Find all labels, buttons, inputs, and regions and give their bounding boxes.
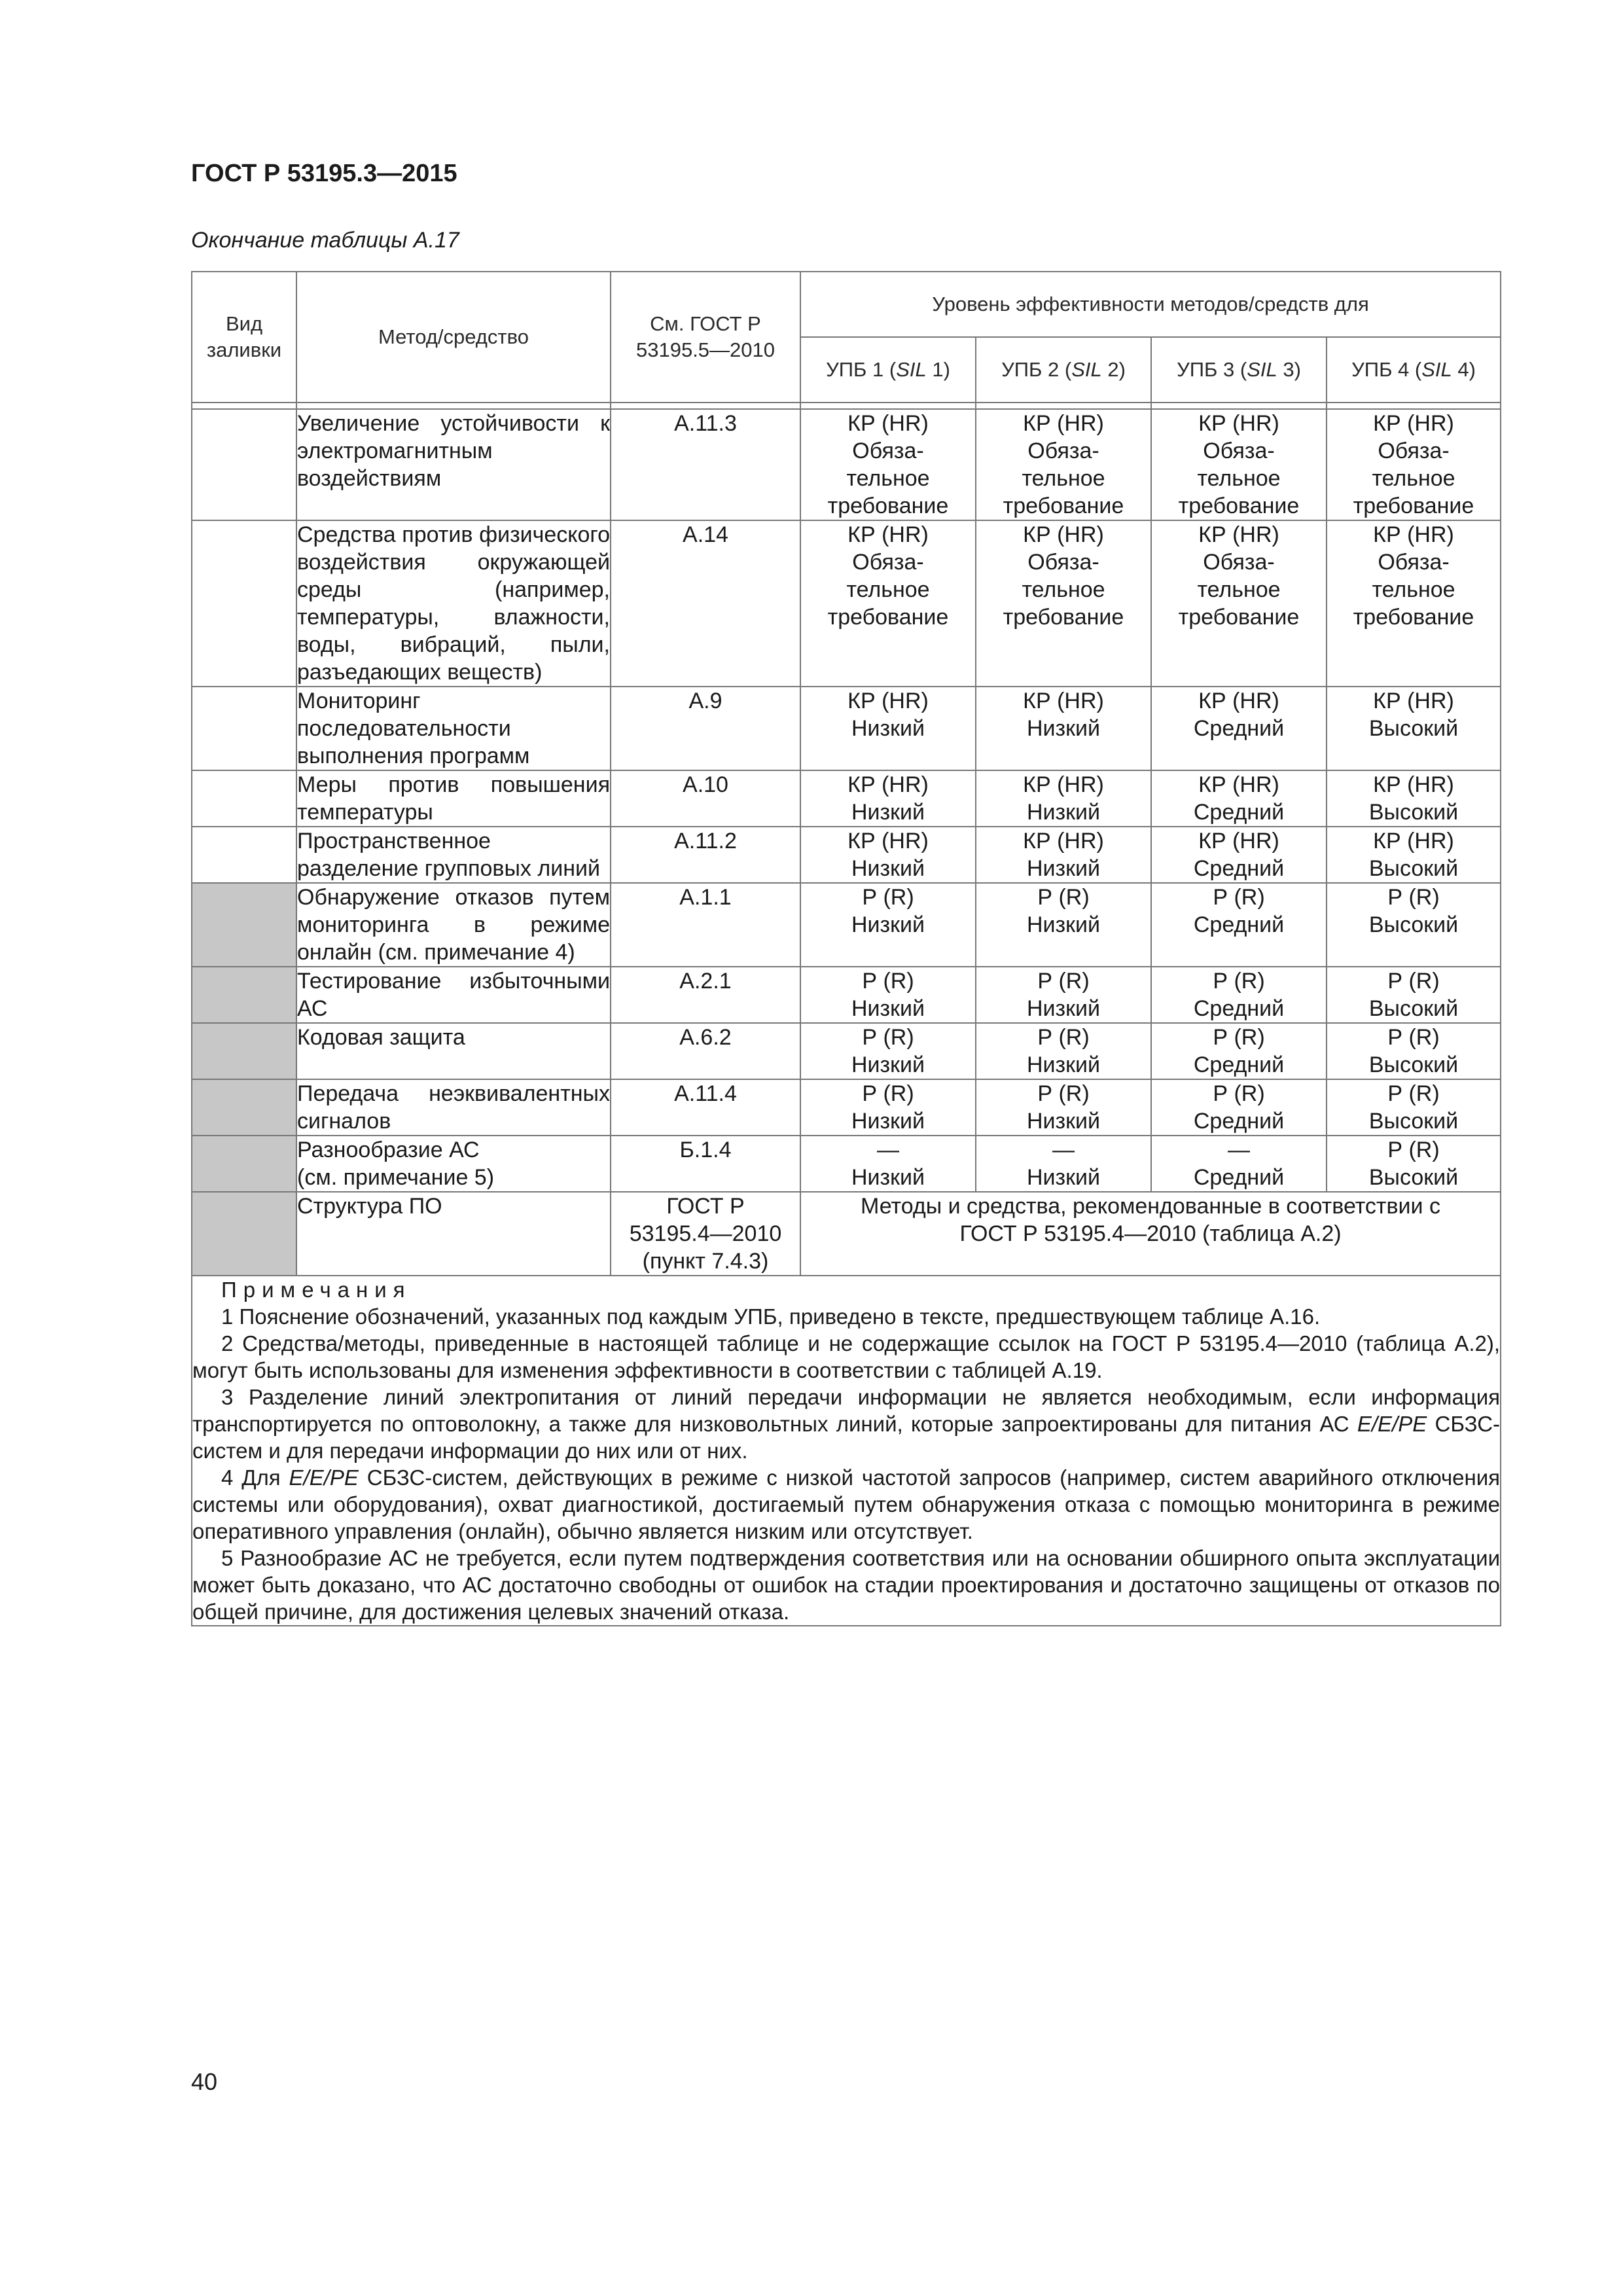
level-cell: Р (R) Низкий	[800, 967, 976, 1023]
level-cell: КР (HR) Высокий	[1327, 770, 1501, 827]
table-row	[192, 520, 1501, 687]
level-cell: КР (HR) Средний	[1151, 827, 1327, 883]
table-caption: Окончание таблицы А.17	[191, 228, 459, 253]
method-cell: Разнообразие АС (см. примечание 5)	[296, 1136, 611, 1192]
level-cell: КР (HR) Обяза- тельное требование	[976, 409, 1151, 520]
header-separator	[192, 403, 1501, 409]
header-level-3: УПБ 3 (SIL 3)	[1151, 337, 1327, 403]
note-item: 5 Разнообразие АС не требуется, если путем подтверждения соответствия или на основании обширного опыта эксплуатации может быть доказано, что АС достаточно свободны от ошибок на стадии проектирования и достаточно защищены от отказов по общей причине, для достижения целевых значений отказа.	[192, 1546, 1501, 1624]
note-item: 1 Пояснение обозначений, указанных под каждым УПБ, приведено в тексте, предшествующем таблице А.16.	[221, 1304, 1321, 1329]
level-cell: Р (R) Низкий	[800, 1023, 976, 1079]
level-cell: КР (HR) Обяза- тельное требование	[1327, 409, 1501, 520]
level-cell: КР (HR) Низкий	[976, 770, 1151, 827]
note-item: 3 Разделение линий электропитания от линий передачи информации не является необходимым, если информация транспортируется по оптоволокну, а также для низковольтных линий, которые запроектированы для питания АС E/E/PE СБЗС-систем и для передачи информации до них или от них.	[192, 1385, 1501, 1463]
ref-cell: А.11.4	[611, 1079, 800, 1136]
fill-kind-cell-shaded	[192, 1023, 296, 1079]
level-cell: КР (HR) Низкий	[800, 827, 976, 883]
level-cell: Р (R) Высокий	[1327, 967, 1501, 1023]
document-code: ГОСТ Р 53195.3—2015	[191, 160, 457, 187]
notes-title: Примечания	[221, 1278, 412, 1302]
table-row	[192, 1079, 1501, 1136]
page-number: 40	[191, 2068, 218, 2095]
ref-cell: ГОСТ Р 53195.4—2010 (пункт 7.4.3)	[611, 1192, 800, 1276]
method-cell: Обнаружение отказов путем мониторинга в режиме онлайн (см. примечание 4)	[296, 883, 611, 967]
level-cell: КР (HR) Низкий	[800, 770, 976, 827]
ref-cell: А.14	[611, 520, 800, 687]
fill-kind-cell-shaded	[192, 1192, 296, 1276]
method-cell: Мониторинг последовательности выполнения программ	[296, 687, 611, 770]
table-row	[192, 409, 1501, 520]
level-cell: КР (HR) Низкий	[800, 687, 976, 770]
level-cell: КР (HR) Обяза- тельное требование	[976, 520, 1151, 687]
level-cell: Р (R) Низкий	[800, 1079, 976, 1136]
level-cell: Р (R) Низкий	[976, 1079, 1151, 1136]
level-cell: КР (HR) Низкий	[976, 687, 1151, 770]
table-row-structure	[192, 1192, 1501, 1276]
method-cell: Меры против повышения температуры	[296, 770, 611, 827]
header-method: Метод/средство	[296, 272, 611, 403]
ref-cell: Б.1.4	[611, 1136, 800, 1192]
level-cell: — Низкий	[976, 1136, 1151, 1192]
fill-kind-cell	[192, 827, 296, 883]
notes-row	[192, 1276, 1501, 1626]
method-cell: Кодовая защита	[296, 1023, 611, 1079]
ref-cell: А.10	[611, 770, 800, 827]
table-row	[192, 967, 1501, 1023]
ref-cell: А.11.3	[611, 409, 800, 520]
level-cell: Р (R) Низкий	[800, 883, 976, 967]
header-ref: См. ГОСТ Р 53195.5—2010	[611, 272, 800, 403]
level-cell: КР (HR) Обяза- тельное требование	[1151, 520, 1327, 687]
header-level-2: УПБ 2 (SIL 2)	[976, 337, 1151, 403]
level-cell: Р (R) Высокий	[1327, 1136, 1501, 1192]
ref-cell: А.11.2	[611, 827, 800, 883]
level-cell: Р (R) Низкий	[976, 1023, 1151, 1079]
method-cell: Пространственное разделение групповых линий	[296, 827, 611, 883]
ref-cell: А.2.1	[611, 967, 800, 1023]
level-cell: КР (HR) Высокий	[1327, 827, 1501, 883]
level-cell: КР (HR) Обяза- тельное требование	[800, 520, 976, 687]
level-cell: Р (R) Низкий	[976, 967, 1151, 1023]
level-cell: Р (R) Средний	[1151, 1079, 1327, 1136]
level-cell: Р (R) Высокий	[1327, 1079, 1501, 1136]
method-cell: Средства против физического воздействия окружающей среды (например, температуры, влажности, воды, вибраций, пыли, разъедающих веществ)	[296, 520, 611, 687]
level-cell: Р (R) Высокий	[1327, 1023, 1501, 1079]
fill-kind-cell-shaded	[192, 1079, 296, 1136]
ref-cell: А.6.2	[611, 1023, 800, 1079]
fill-kind-cell-shaded	[192, 1136, 296, 1192]
methods-table	[191, 271, 1501, 1626]
header-levels-group: Уровень эффективности методов/средств для	[800, 272, 1501, 337]
header-level-4: УПБ 4 (SIL 4)	[1327, 337, 1501, 403]
level-cell: — Средний	[1151, 1136, 1327, 1192]
table-row	[192, 770, 1501, 827]
note-item: 2 Средства/методы, приведенные в настоящей таблице и не содержащие ссылок на ГОСТ Р 53195.4—2010 (таблица А.2), могут быть использованы для изменения эффективности в соответствии с таблицей А.19.	[192, 1331, 1501, 1382]
table-row	[192, 1023, 1501, 1079]
fill-kind-cell	[192, 770, 296, 827]
notes-cell	[192, 1276, 1501, 1626]
method-cell: Увеличение устойчивости к электромагнитным воздействиям	[296, 409, 611, 520]
level-cell: Р (R) Средний	[1151, 1023, 1327, 1079]
method-cell: Тестирование избыточными АС	[296, 967, 611, 1023]
table-row	[192, 1136, 1501, 1192]
level-cell: КР (HR) Обяза- тельное требование	[1327, 520, 1501, 687]
fill-kind-cell	[192, 520, 296, 687]
table-row	[192, 883, 1501, 967]
header-kind: Вид заливки	[192, 272, 296, 403]
fill-kind-cell-shaded	[192, 967, 296, 1023]
ref-cell: А.9	[611, 687, 800, 770]
ref-cell: А.1.1	[611, 883, 800, 967]
level-cell: КР (HR) Средний	[1151, 687, 1327, 770]
note-item: 4 Для E/E/PE СБЗС-систем, действующих в режиме с низкой частотой запросов (например, систем аварийного отключения системы или оборудования), охват диагностикой, достигаемый путем обнаружения отказа с помощью мониторинга в режиме оперативного управления (онлайн), обычно является низким или отсутствует.	[192, 1465, 1501, 1543]
fill-kind-cell	[192, 409, 296, 520]
level-cell: Р (R) Средний	[1151, 967, 1327, 1023]
level-cell: — Низкий	[800, 1136, 976, 1192]
header-level-1: УПБ 1 (SIL 1)	[800, 337, 976, 403]
level-cell: КР (HR) Обяза- тельное требование	[800, 409, 976, 520]
method-cell: Структура ПО	[296, 1192, 611, 1276]
fill-kind-cell	[192, 687, 296, 770]
level-cell: КР (HR) Высокий	[1327, 687, 1501, 770]
merged-levels-cell: Методы и средства, рекомендованные в соответствии с ГОСТ Р 53195.4—2010 (таблица А.2)	[800, 1192, 1501, 1276]
level-cell: КР (HR) Низкий	[976, 827, 1151, 883]
level-cell: Р (R) Средний	[1151, 883, 1327, 967]
level-cell: КР (HR) Средний	[1151, 770, 1327, 827]
level-cell: Р (R) Высокий	[1327, 883, 1501, 967]
level-cell: Р (R) Низкий	[976, 883, 1151, 967]
level-cell: КР (HR) Обяза- тельное требование	[1151, 409, 1327, 520]
fill-kind-cell-shaded	[192, 883, 296, 967]
method-cell: Передача неэквивалентных сигналов	[296, 1079, 611, 1136]
table-row	[192, 827, 1501, 883]
table-row	[192, 687, 1501, 770]
